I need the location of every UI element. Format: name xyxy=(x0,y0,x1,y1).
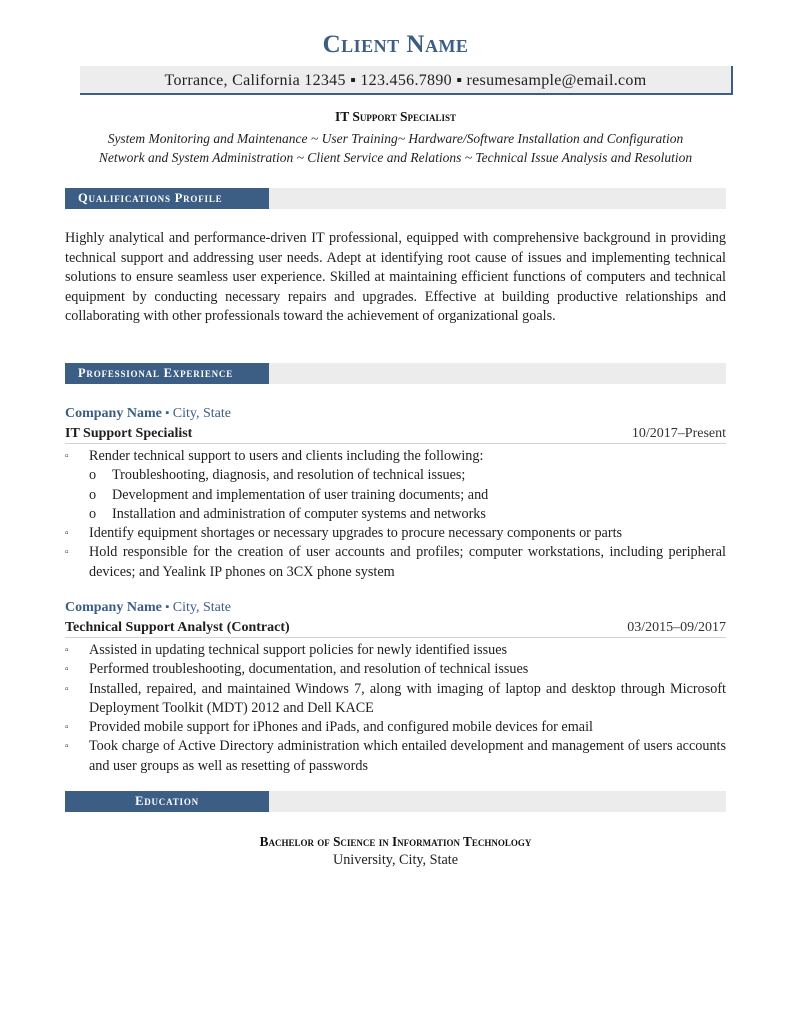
company-location: City, State xyxy=(172,406,231,421)
section-title-education: Education xyxy=(65,791,269,812)
bullet-square-icon: ▫ xyxy=(65,741,69,753)
list-item xyxy=(65,641,726,660)
contact-bar: Torrance, California 12345 ▪ 123.456.7890 ▪ resumesample@email.com xyxy=(80,66,733,95)
sub-list-item xyxy=(89,505,726,524)
job-entry xyxy=(65,598,726,776)
bullet-square-icon: ▫ xyxy=(65,528,69,540)
sub-list-item xyxy=(89,486,726,505)
duties-list xyxy=(65,641,726,776)
company-name: Company Name xyxy=(65,600,162,615)
job-entry xyxy=(65,404,726,582)
job-dates: 03/2015–09/2017 xyxy=(627,620,726,635)
bullet-square-icon: ▫ xyxy=(65,451,69,462)
duties-list xyxy=(65,447,726,582)
duty-text: Installed, repaired, and maintained Windows 7, along with imaging of laptop and desktop through Microsoft Deployment Toolkit (MDT) 2012 and Dell KACE xyxy=(89,680,726,716)
bullet-square-icon: ▫ xyxy=(65,645,69,656)
role-row xyxy=(65,618,726,638)
section-title-profile: Qualifications Profile xyxy=(65,188,269,209)
headline-title: IT Support Specialist xyxy=(335,109,456,124)
company-line xyxy=(65,404,726,424)
job-title: IT Support Specialist xyxy=(65,426,193,441)
sub-duty-text: Installation and administration of computer systems and networks xyxy=(112,505,486,522)
company-line xyxy=(65,598,726,618)
bullet-square-icon: ▫ xyxy=(65,722,69,734)
list-item xyxy=(65,447,726,524)
skills-tagline-1: System Monitoring and Maintenance ~ User Training~ Hardware/Software Installation and Configuration xyxy=(107,131,684,146)
duty-text: Performed troubleshooting, documentation, and resolution of technical issues xyxy=(89,661,529,678)
sub-list xyxy=(89,466,726,524)
bullet-square-icon: ▫ xyxy=(65,547,69,559)
duty-text: Render technical support to users and clients including the following: xyxy=(89,448,484,464)
degree-title: Bachelor of Science in Information Technology xyxy=(259,834,532,849)
role-row xyxy=(65,424,726,444)
company-name: Company Name xyxy=(65,406,162,421)
section-header-profile xyxy=(65,188,726,209)
sub-list-item xyxy=(89,466,726,485)
circle-bullet-icon: o xyxy=(89,486,97,503)
list-item xyxy=(65,660,726,679)
section-header-education xyxy=(65,791,726,812)
duty-text: Provided mobile support for iPhones and iPads, and configured mobile devices for email xyxy=(89,719,593,736)
duty-text: Identify equipment shortages or necessary upgrades to procure necessary components or parts xyxy=(89,525,623,542)
job-dates: 10/2017–Present xyxy=(631,426,726,441)
duty-text: Took charge of Active Directory administration which entailed development and management of users accounts and user groups as well as resetting of passwords xyxy=(89,738,726,774)
duty-text: Assisted in updating technical support policies for newly identified issues xyxy=(89,642,508,658)
sub-duty-text: Development and implementation of user training documents; and xyxy=(112,486,489,503)
job-title: Technical Support Analyst (Contract) xyxy=(65,620,290,635)
school-location: University, City, State xyxy=(332,852,459,868)
circle-bullet-icon: o xyxy=(89,467,97,484)
client-name: Client Name xyxy=(322,31,469,58)
list-item xyxy=(65,737,726,776)
duty-text: Hold responsible for the creation of user accounts and profiles; computer workstations, including peripheral devices; and Yealink IP phones on 3CX phone system xyxy=(89,544,726,580)
bullet-square-icon: ▫ xyxy=(65,683,69,695)
bullet-square-icon: ▫ xyxy=(65,664,69,676)
circle-bullet-icon: o xyxy=(89,505,97,522)
skills-tagline-2: Network and System Administration ~ Client Service and Relations ~ Technical Issue Analysis and Resolution xyxy=(98,150,693,165)
sub-duty-text: Troubleshooting, diagnosis, and resolution of technical issues; xyxy=(112,467,466,484)
profile-summary: Highly analytical and performance-driven IT professional, equipped with comprehensive background in providing technical support and addressing user needs. Adept at identifying root cause of issues and implementing technical solutions to ensure seamless user experience. Skilled at maintaining efficient functions of computers and technical equipment by conducting necessary repairs and upgrades. Effective at building productive relationships and collaborating with other professionals toward the achievement of organizational goals. xyxy=(65,230,726,324)
list-item xyxy=(65,718,726,737)
company-location: City, State xyxy=(172,600,231,615)
section-header-experience xyxy=(65,363,726,384)
list-item xyxy=(65,524,726,543)
separator-square: ▪ xyxy=(165,407,170,419)
list-item xyxy=(65,543,726,582)
list-item xyxy=(65,680,726,719)
separator-square: ▪ xyxy=(165,601,170,613)
section-title-experience: Professional Experience xyxy=(65,363,269,384)
